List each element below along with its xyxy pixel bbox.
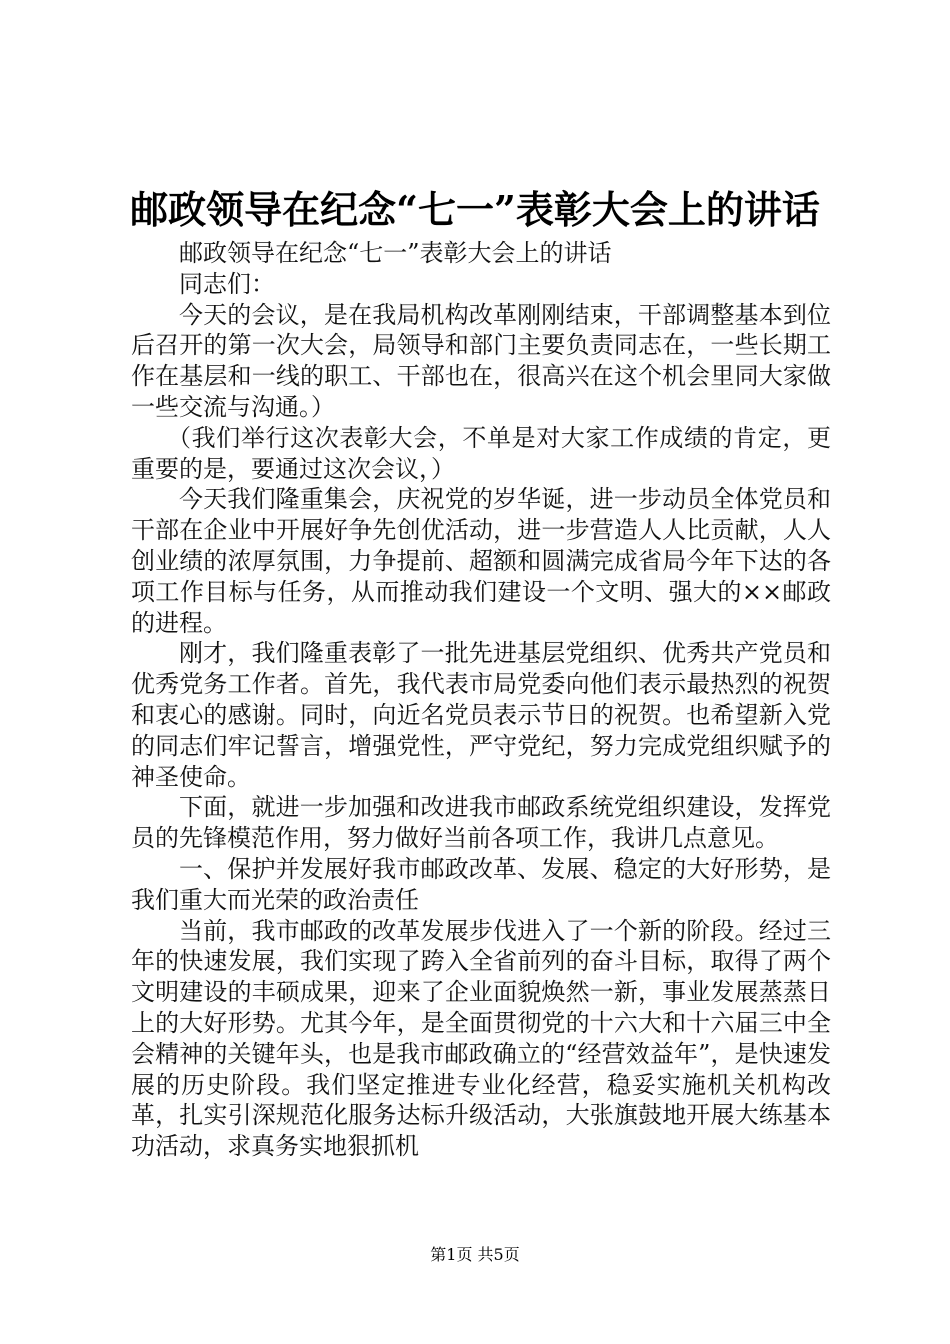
body-paragraph: 当前，我市邮政的改革发展步伐进入了一个新的阶段。经过三年的快速发展，我们实现了跨入全省前列的奋斗目标，取得了两个文明建设的丰硕成果，迎来了企业面貌焕然一新，事业发展蒸蒸日上的大好形势。尤其今年，是全面贯彻党的十六大和十六届三中全会精神的关键年头，也是我市邮政确立的“经营效益年”，是快速发展的历史阶段。我们坚定推进专业化经营，稳妥实施机关机构改革，扎实引深规范化服务达标升级活动，大张旗鼓地开展大练基本功活动，求真务实地狠抓机: [131, 916, 831, 1161]
body-paragraph: 刚才，我们隆重表彰了一批先进基层党组织、优秀共产党员和优秀党务工作者。首先，我代表市局党委向他们表示最热烈的祝贺和衷心的感谢。同时，向近名党员表示节日的祝贺。也希望新入党的同志们牢记誓言，增强党性，严守党纪，努力完成党组织赋予的神圣使命。: [131, 639, 831, 791]
document-title: 邮政领导在纪念“七一”表彰大会上的讲话: [130, 187, 820, 232]
page-number-footer: 第1页 共5页: [430, 1245, 520, 1264]
subtitle-paragraph: 邮政领导在纪念“七一”表彰大会上的讲话: [179, 239, 612, 267]
body-paragraph: 下面，就进一步加强和改进我市邮政系统党组织建设，发挥党员的先锋模范作用，努力做好当前各项工作，我讲几点意见。: [131, 793, 831, 853]
body-paragraph: 今天我们隆重集会，庆祝党的岁华诞，进一步动员全体党员和干部在企业中开展好争先创优活动，进一步营造人人比贡献，人人创业绩的浓厚氛围，力争提前、超额和圆满完成省局今年下达的各项工作目标与任务，从而推动我们建设一个文明、强大的××邮政的进程。: [131, 485, 831, 637]
body-paragraph: 今天的会议，是在我局机构改革刚刚结束，干部调整基本到位后召开的第一次大会，局领导和部门主要负责同志在，一些长期工作在基层和一线的职工、干部也在，很高兴在这个机会里同大家做一些交流与沟通。）: [131, 300, 831, 421]
section-heading-paragraph: 一、保护并发展好我市邮政改革、发展、稳定的大好形势，是我们重大而光荣的政治责任: [131, 854, 831, 914]
document-body: [131, 238, 831, 1162]
salutation-paragraph: 同志们：: [179, 269, 275, 298]
body-paragraph: （我们举行这次表彰大会，不单是对大家工作成绩的肯定，更重要的是，要通过这次会议，）: [131, 423, 831, 483]
